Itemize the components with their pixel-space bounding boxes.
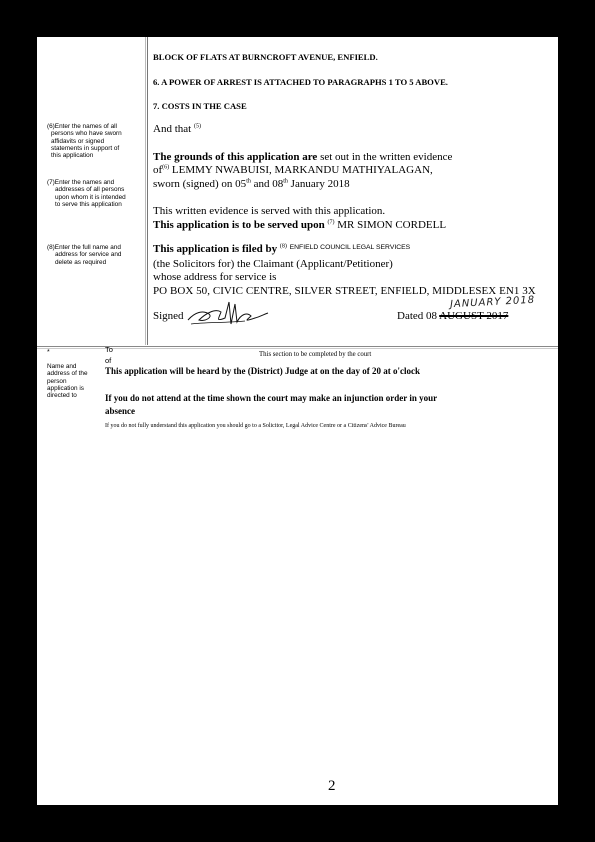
- margin-note-6: (6)Enter the names of all persons who have sworn affidavits or signed statements in support of this application: [47, 123, 122, 160]
- hearing-notice: This application will be heard by the (District) Judge at on the day of 20 at o'clock: [105, 366, 421, 376]
- grounds-line: The grounds of this application are set out in the written evidence: [153, 151, 453, 163]
- warning-line-1: If you do not attend at the time shown the court may make an injunction order in your: [105, 393, 438, 403]
- order-paragraph-7: 7. COSTS IN THE CASE: [153, 101, 247, 111]
- to-label: To: [105, 345, 113, 354]
- court-completion-note: This section to be completed by the court: [259, 351, 372, 358]
- deponents-line: $of^{(6)}$ LEMMY NWABUISI, MARKANDU MATHIYALAGAN,: [153, 164, 433, 176]
- solicitors-line: (the Solicitors for) the Claimant (Applicant/Petitioner): [153, 258, 393, 270]
- service-address: PO BOX 50, CIVIC CENTRE, SILVER STREET, ENFIELD, MIDDLESEX EN1 3X: [153, 285, 536, 297]
- advice-note: If you do not fully understand this application you should go to a Solicitor, Legal Advice Centre or a Citizens' Advice Bureau: [105, 423, 406, 429]
- star-marker: *: [47, 349, 50, 356]
- and-that-line: And that $^{(5)}$: [153, 123, 201, 135]
- handwritten-date: JANUARY 2018: [449, 294, 536, 311]
- signed-label: Signed: [153, 310, 184, 322]
- sworn-line: sworn (signed) on 05th and 08th January 2018: [153, 178, 350, 190]
- directed-to-note: Name and address of the person application is directed to: [47, 363, 88, 400]
- dated-line: Dated 08 AUGUST 2017: [397, 310, 509, 322]
- document-page: [37, 37, 558, 805]
- margin-note-8: (8)Enter the full name and address for service and delete as required: [47, 244, 122, 266]
- order-line-block: BLOCK OF FLATS AT BURNCROFT AVENUE, ENFIELD.: [153, 52, 378, 62]
- margin-rule-inner: [145, 37, 146, 345]
- section-divider: [37, 346, 558, 347]
- warning-line-2: absence: [105, 406, 135, 416]
- address-label: whose address for service is: [153, 271, 277, 283]
- order-paragraph-6: 6. A POWER OF ARREST IS ATTACHED TO PARAGRAPHS 1 TO 5 ABOVE.: [153, 77, 448, 87]
- filed-by-line: This application is filed by $^{(8)}$ $^{ENFIELD COUNCIL LEGAL SERVICES}$: [153, 243, 411, 255]
- page-number: 2: [328, 778, 336, 794]
- section-divider-inner: [37, 348, 558, 349]
- of-label: of: [105, 356, 112, 365]
- served-upon-line: This application is to be served upon $^{(7)}$ MR SIMON CORDELL: [153, 219, 447, 231]
- served-with-line: This written evidence is served with this application.: [153, 205, 386, 217]
- signature-image: [185, 300, 269, 328]
- margin-rule: [147, 37, 148, 345]
- margin-note-7: (7)Enter the names and addresses of all persons upon whom it is intended to serve this application: [47, 179, 126, 208]
